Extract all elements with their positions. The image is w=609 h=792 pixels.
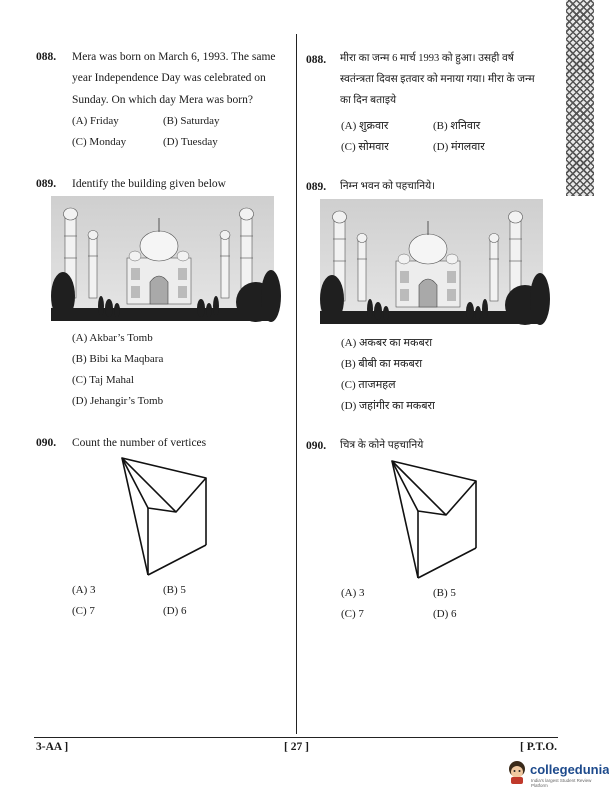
option-c: (C) ताजमहल [341, 379, 396, 391]
question-text-line: Mera was born on March 6, 1993. The same [72, 51, 276, 63]
option-a: (A) 3 [341, 587, 365, 599]
option-a: (A) अकबर का मकबरा [341, 337, 433, 349]
option-b: (B) Saturday [163, 115, 220, 127]
question-number: 088. [306, 54, 327, 66]
question-text-line: year Independence Day was celebrated on [72, 72, 266, 84]
question-number: 089. [36, 178, 57, 190]
option-d: (D) जहांगीर का मकबरा [341, 400, 435, 412]
option-b: (B) 5 [433, 587, 456, 599]
question-text: निम्न भवन को पहचानिये। [340, 181, 436, 192]
option-a: (A) शुक्रवार [341, 120, 389, 132]
option-b: (B) बीबी का मकबरा [341, 358, 423, 370]
question-number: 090. [36, 437, 57, 449]
option-c: (C) Taj Mahal [72, 374, 134, 386]
question-text-line: का दिन बताइये [340, 95, 397, 106]
option-c: (C) सोमवार [341, 141, 389, 153]
footer-code: 3-AA ] [36, 741, 69, 753]
question-text-line: स्वतंन्त्रता दिवस इतवार को मनाया गया। मीरा के जन्म [340, 74, 535, 85]
question-number: 089. [306, 181, 327, 193]
option-d: (D) 6 [163, 605, 187, 617]
question-text: Identify the building given below [72, 178, 226, 190]
mascot-icon [506, 760, 528, 784]
option-b: (B) Bibi ka Maqbara [72, 353, 164, 365]
option-d: (D) मंगलवार [433, 141, 485, 153]
vertices-figure [110, 450, 220, 580]
question-number: 088. [36, 51, 57, 63]
column-divider [296, 34, 297, 734]
option-c: (C) 7 [341, 608, 364, 620]
question-number: 090. [306, 440, 327, 452]
option-c: (C) Monday [72, 136, 127, 148]
option-c: (C) 7 [72, 605, 95, 617]
question-text: Count the number of vertices [72, 437, 207, 449]
option-a: (A) Akbar’s Tomb [72, 332, 153, 344]
watermark-logo [506, 758, 609, 788]
vertices-figure [380, 453, 490, 583]
building-photo [320, 199, 543, 324]
page-number: [ 27 ] [284, 741, 309, 753]
option-b: (B) शनिवार [433, 120, 481, 132]
option-a: (A) Friday [72, 115, 119, 127]
option-d: (D) Jehangir’s Tomb [72, 395, 164, 407]
question-text-line: मीरा का जन्म 6 मार्च 1993 को हुआ। उसही वर्ष [340, 53, 514, 64]
brand-tagline: India's largest Student Review Platform [531, 778, 592, 788]
option-a: (A) 3 [72, 584, 96, 596]
option-d: (D) 6 [433, 608, 457, 620]
option-b: (B) 5 [163, 584, 186, 596]
pto-label: [ P.T.O. [520, 741, 558, 753]
brand-name: collegedunia [530, 762, 609, 777]
option-d: (D) Tuesday [163, 136, 218, 148]
building-photo [51, 196, 274, 321]
question-text-line: Sunday. On which day Mera was born? [72, 94, 253, 106]
footer-rule [34, 737, 558, 738]
question-text: चित्र के कोने पहचानिये [340, 440, 424, 451]
decorative-border-pattern [566, 0, 594, 196]
